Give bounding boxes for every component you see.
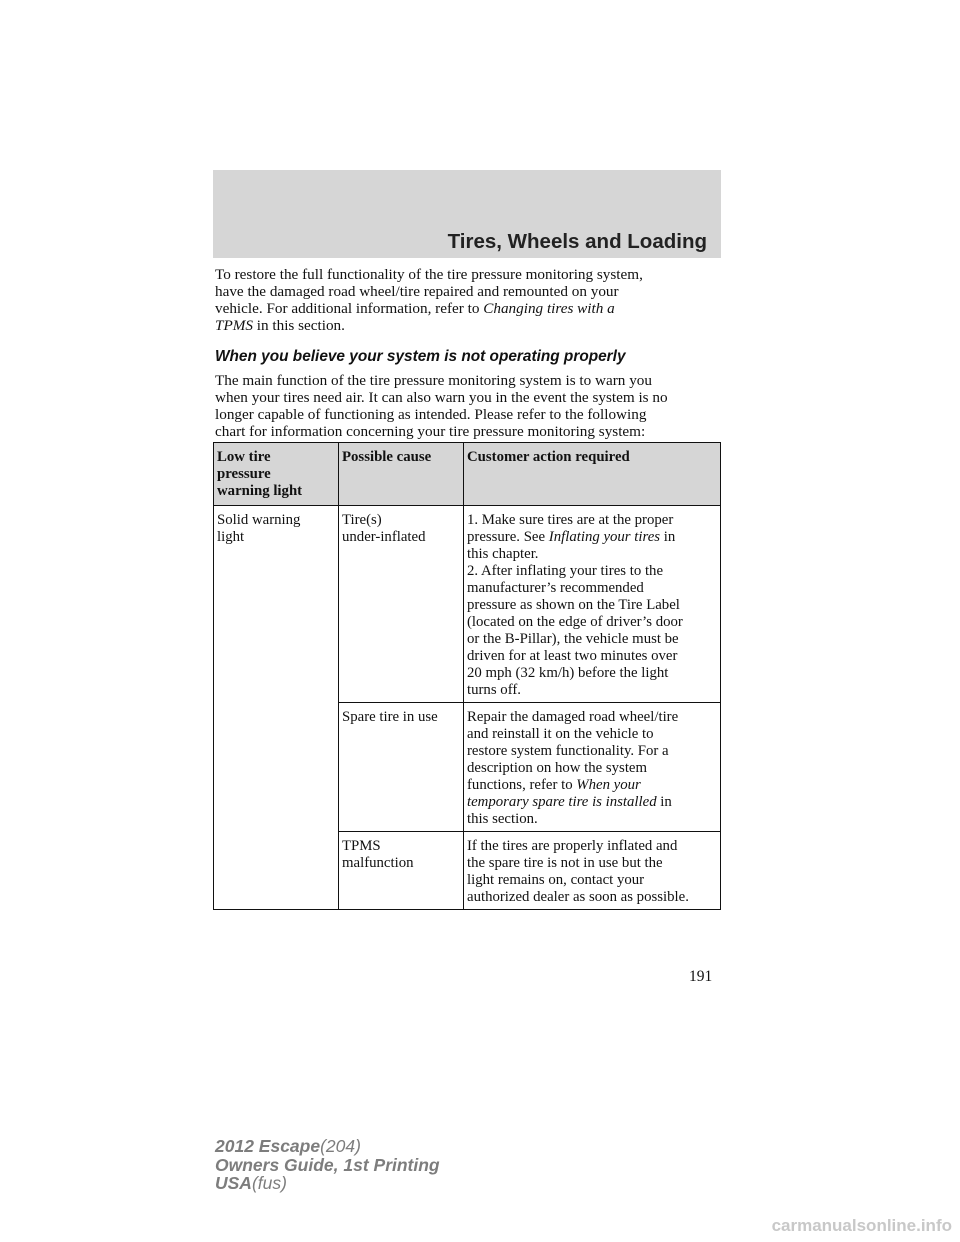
page-number: 191 — [689, 968, 713, 985]
cell-line: and reinstall it on the vehicle to — [467, 726, 654, 742]
text-fragment: vehicle. For additional information, refer to — [215, 300, 484, 317]
cell-line: 20 mph (32 km/h) before the light — [467, 665, 669, 681]
footer-model: 2012 Escape — [215, 1136, 321, 1156]
header-line: pressure — [217, 466, 271, 482]
text-line: To restore the full functionality of the tire pressure monitoring system, — [215, 266, 643, 283]
table-row — [214, 506, 721, 703]
header-line: Low tire — [217, 449, 271, 465]
cell-line: light remains on, contact your — [467, 872, 645, 888]
cell-line: Repair the damaged road wheel/tire — [467, 709, 679, 725]
header-warning-light — [214, 443, 339, 506]
cell-line: Solid warning — [217, 512, 301, 528]
cause-cell — [339, 703, 464, 832]
footer-guide: Owners Guide, 1st Printing — [215, 1154, 440, 1175]
footer-model-code: (204) — [320, 1136, 361, 1156]
main-function-paragraph — [215, 372, 730, 440]
cell-line: authorized dealer as soon as possible. — [467, 889, 689, 905]
subheading: When you believe your system is not operating properly — [215, 348, 626, 365]
cell-line — [467, 794, 717, 811]
text-line: The main function of the tire pressure monitoring system is to warn you — [215, 372, 652, 389]
action-cell — [464, 832, 721, 910]
watermark: carmanualsonline.info — [771, 1216, 952, 1235]
header-line: Possible cause — [342, 449, 432, 465]
cell-line: or the B-Pillar), the vehicle must be — [467, 631, 679, 647]
cross-reference: Inflating your tires — [548, 529, 661, 545]
header-line: warning light — [217, 483, 303, 499]
text-line: have the damaged road wheel/tire repaired and remounted on your — [215, 283, 619, 300]
text-fragment: pressure. See — [467, 529, 549, 545]
cell-line: 1. Make sure tires are at the proper — [467, 512, 674, 528]
section-title: Tires, Wheels and Loading — [447, 230, 707, 253]
text-fragment: in — [660, 529, 676, 545]
footer-region: USA — [215, 1173, 252, 1193]
cell-line: 2. After inflating your tires to the — [467, 563, 664, 579]
action-cell — [464, 506, 721, 703]
cell-line: manufacturer’s recommended — [467, 580, 644, 596]
cell-line: under-inflated — [342, 529, 426, 545]
cell-line — [467, 529, 717, 546]
text-fragment: in — [656, 794, 672, 810]
document-footer — [215, 1137, 440, 1193]
footer-line — [215, 1137, 440, 1156]
text-fragment: functions, refer to — [467, 777, 577, 793]
cell-line: Spare tire in use — [342, 709, 438, 725]
cell-line: turns off. — [467, 682, 521, 698]
cell-line: pressure as shown on the Tire Label — [467, 597, 680, 613]
cell-line: (located on the edge of driver’s door — [467, 614, 683, 630]
text-line: when your tires need air. It can also warn you in the event the system is no — [215, 389, 668, 406]
header-customer-action — [464, 443, 721, 506]
cell-line: Tire(s) — [342, 512, 382, 528]
text-line — [215, 300, 730, 317]
text-line: chart for information concerning your tire pressure monitoring system: — [215, 423, 646, 440]
section-header-band — [213, 170, 721, 258]
text-line — [215, 317, 730, 334]
cell-line: the spare tire is not in use but the — [467, 855, 663, 871]
cross-reference: temporary spare tire is installed — [467, 794, 657, 810]
text-fragment: in this section. — [252, 317, 345, 334]
cell-line: description on how the system — [467, 760, 648, 776]
cell-line — [467, 777, 717, 794]
cell-line: light — [217, 529, 245, 545]
cross-reference: TPMS — [215, 317, 253, 334]
cell-line: If the tires are properly inflated and — [467, 838, 678, 854]
cell-line: this section. — [467, 811, 538, 827]
cell-line: TPMS — [342, 838, 381, 854]
footer-region-code: (fus) — [251, 1173, 287, 1193]
cross-reference: When your — [576, 777, 641, 793]
intro-paragraph — [215, 266, 730, 334]
cause-cell — [339, 832, 464, 910]
cross-reference: Changing tires with a — [483, 300, 615, 317]
header-line: Customer action required — [467, 449, 630, 465]
warning-light-cell — [214, 506, 339, 910]
cell-line: this chapter. — [467, 546, 539, 562]
footer-line — [215, 1174, 440, 1193]
cell-line: restore system functionality. For a — [467, 743, 669, 759]
cell-line: driven for at least two minutes over — [467, 648, 678, 664]
table-header-row — [214, 443, 721, 506]
cause-cell — [339, 506, 464, 703]
text-line: longer capable of functioning as intended. Please refer to the following — [215, 406, 647, 423]
cell-line: malfunction — [342, 855, 414, 871]
action-cell — [464, 703, 721, 832]
header-possible-cause — [339, 443, 464, 506]
tpms-troubleshooting-table — [213, 442, 721, 910]
